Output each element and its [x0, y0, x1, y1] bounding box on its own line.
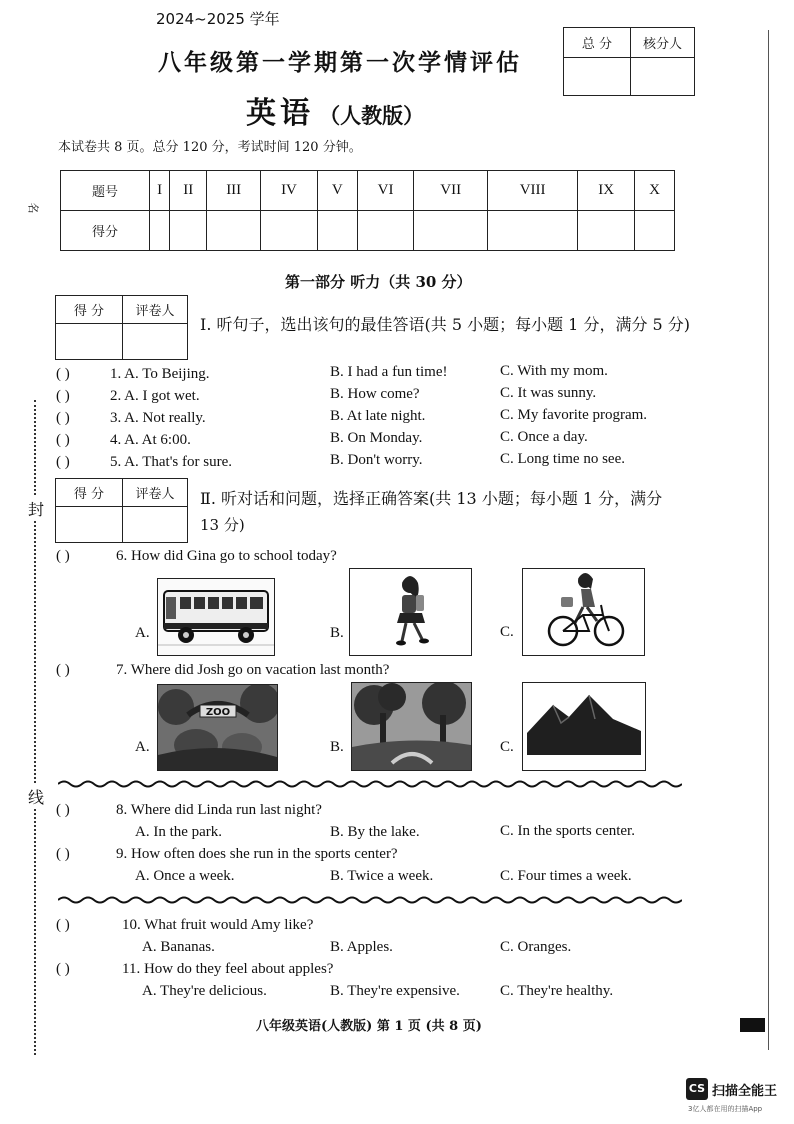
- scanner-watermark: [686, 1078, 786, 1118]
- question-9-option-a[interactable]: A. Once a week.: [135, 868, 235, 884]
- exam-info: 本试卷共 8 页。总分 120 分，考试时间 120 分钟。: [58, 140, 362, 155]
- question-2-option-c[interactable]: C. It was sunny.: [500, 385, 597, 401]
- question-8-option-b[interactable]: B. By the lake.: [330, 824, 420, 840]
- question-11-option-a[interactable]: A. They're delicious.: [142, 983, 267, 999]
- walking-girl-icon: [350, 569, 471, 655]
- question-6-option-b-walking-girl[interactable]: [349, 568, 472, 656]
- grader-score-label: 得 分: [56, 479, 123, 507]
- score-table: [60, 170, 675, 251]
- page-title: 八年级第一学期第一次学情评估: [158, 49, 522, 76]
- score-col-10: X: [635, 171, 675, 211]
- section2-heading-line1: Ⅱ. 听对话和问题，选择正确答案(共 13 小题；每小题 1 分，满分: [200, 489, 663, 508]
- grader-score-cell[interactable]: [56, 507, 123, 543]
- answer-blank[interactable]: ( ): [56, 432, 70, 448]
- question-8-option-c[interactable]: C. In the sports center.: [500, 823, 635, 839]
- question-4-option-b[interactable]: B. On Monday.: [330, 430, 423, 446]
- score-cell[interactable]: [317, 211, 357, 251]
- answer-blank[interactable]: ( ): [56, 846, 70, 862]
- section1-heading: Ⅰ. 听句子，选出该句的最佳答语(共 5 小题；每小题 1 分，满分 5 分): [200, 315, 691, 334]
- question-11-option-c[interactable]: C. They're healthy.: [500, 983, 614, 999]
- question-5-option-c[interactable]: C. Long time no see.: [500, 451, 625, 467]
- score-col-7: VII: [414, 171, 488, 211]
- grader-score-label: 得 分: [56, 296, 123, 324]
- question-2-option-a[interactable]: 2. A. I got wet.: [110, 388, 200, 404]
- wavy-divider: [58, 895, 682, 905]
- score-table-row2-label: 得分: [61, 211, 150, 251]
- scanner-brand-text: 扫描全能王: [712, 1084, 778, 1099]
- page-footer: 八年级英语(人教版) 第 1 页 (共 8 页): [256, 1019, 482, 1034]
- score-col-9: IX: [578, 171, 635, 211]
- question-7-label-c: C.: [500, 739, 514, 755]
- question-5-option-a[interactable]: 5. A. That's for sure.: [110, 454, 232, 470]
- question-7-text: 7. Where did Josh go on vacation last month?: [116, 662, 390, 678]
- question-3-option-b[interactable]: B. At late night.: [330, 408, 426, 424]
- question-1-option-c[interactable]: C. With my mom.: [500, 363, 608, 379]
- question-8-option-a[interactable]: A. In the park.: [135, 824, 223, 840]
- bicycle-icon: [523, 569, 644, 655]
- grader-name-label: 评卷人: [123, 296, 188, 324]
- question-7-option-b-park[interactable]: [351, 682, 472, 771]
- answer-blank[interactable]: ( ): [56, 802, 70, 818]
- score-cell[interactable]: [207, 211, 261, 251]
- question-10-option-c[interactable]: C. Oranges.: [500, 939, 572, 955]
- question-10-option-b[interactable]: B. Apples.: [330, 939, 393, 955]
- question-6-text: 6. How did Gina go to school today?: [116, 548, 337, 564]
- question-7-option-c-mountains[interactable]: [522, 682, 646, 771]
- black-tab-mark: [740, 1018, 765, 1032]
- total-score-cell[interactable]: [564, 58, 631, 96]
- answer-blank[interactable]: ( ): [56, 454, 70, 470]
- question-6-option-c-bike[interactable]: [522, 568, 645, 656]
- score-cell[interactable]: [170, 211, 207, 251]
- question-11-option-b[interactable]: B. They're expensive.: [330, 983, 460, 999]
- question-6-label-c: C.: [500, 624, 514, 640]
- answer-blank[interactable]: ( ): [56, 410, 70, 426]
- question-7-label-a: A.: [135, 739, 150, 755]
- question-7-label-b: B.: [330, 739, 344, 755]
- score-col-8: VIII: [487, 171, 577, 211]
- binding-label-seal: 封: [28, 497, 44, 520]
- subject-title: [246, 88, 424, 132]
- wavy-divider: [58, 779, 682, 789]
- question-9-option-b[interactable]: B. Twice a week.: [330, 868, 434, 884]
- question-7-option-a-zoo[interactable]: [157, 684, 278, 771]
- score-cell[interactable]: [261, 211, 318, 251]
- zoo-icon: [158, 685, 277, 770]
- score-cell[interactable]: [487, 211, 577, 251]
- score-col-3: III: [207, 171, 261, 211]
- binding-label-name: 名: [26, 202, 40, 214]
- score-cell[interactable]: [150, 211, 170, 251]
- question-5-option-b[interactable]: B. Don't worry.: [330, 452, 423, 468]
- subject-edition: （人教版）: [319, 103, 425, 128]
- mountain-icon: [523, 683, 645, 770]
- question-8-text: 8. Where did Linda run last night?: [116, 802, 322, 818]
- answer-blank[interactable]: ( ): [56, 662, 70, 678]
- question-1-option-b[interactable]: B. I had a fun time!: [330, 364, 448, 380]
- score-cell[interactable]: [578, 211, 635, 251]
- score-cell[interactable]: [357, 211, 414, 251]
- answer-blank[interactable]: ( ): [56, 917, 70, 933]
- part1-title: 第一部分 听力（共 30 分）: [285, 273, 472, 291]
- checker-label: 核分人: [631, 28, 695, 58]
- binding-label-line: 线: [28, 785, 44, 808]
- scanner-tagline: 3亿人都在用的扫描App: [688, 1105, 763, 1113]
- score-table-row1-label: 题号: [61, 171, 150, 211]
- question-4-option-c[interactable]: C. Once a day.: [500, 429, 588, 445]
- grader-score-cell[interactable]: [56, 324, 123, 360]
- school-year: 2024~2025 学年: [156, 10, 280, 28]
- score-cell[interactable]: [635, 211, 675, 251]
- question-3-option-c[interactable]: C. My favorite program.: [500, 407, 648, 423]
- bus-icon: [158, 579, 274, 655]
- grader-name-label: 评卷人: [123, 479, 188, 507]
- checker-cell[interactable]: [631, 58, 695, 96]
- scanner-logo-icon: CS: [686, 1078, 708, 1100]
- question-11-text: 11. How do they feel about apples?: [122, 961, 334, 977]
- total-score-label: 总 分: [564, 28, 631, 58]
- grader-name-cell[interactable]: [123, 507, 188, 543]
- park-icon: [352, 683, 471, 770]
- question-9-option-c[interactable]: C. Four times a week.: [500, 868, 632, 884]
- answer-blank[interactable]: ( ): [56, 548, 70, 564]
- answer-blank[interactable]: ( ): [56, 366, 70, 382]
- scan-edge-line: [768, 30, 769, 1050]
- question-1-option-a[interactable]: 1. A. To Beijing.: [110, 366, 210, 382]
- question-6-option-a-bus[interactable]: [157, 578, 275, 656]
- question-6-label-a: A.: [135, 625, 150, 641]
- score-col-5: V: [317, 171, 357, 211]
- total-score-box: [563, 27, 695, 96]
- question-10-option-a[interactable]: A. Bananas.: [142, 939, 215, 955]
- score-col-4: IV: [261, 171, 318, 211]
- question-4-option-a[interactable]: 4. A. At 6:00.: [110, 432, 191, 448]
- score-col-2: II: [170, 171, 207, 211]
- score-col-6: VI: [357, 171, 414, 211]
- question-10-text: 10. What fruit would Amy like?: [122, 917, 314, 933]
- grader-box-2: [55, 478, 188, 543]
- answer-blank[interactable]: ( ): [56, 961, 70, 977]
- grader-box-1: [55, 295, 188, 360]
- question-6-label-b: B.: [330, 625, 344, 641]
- answer-blank[interactable]: ( ): [56, 388, 70, 404]
- section2-heading-line2: 13 分): [200, 516, 245, 534]
- grader-name-cell[interactable]: [123, 324, 188, 360]
- question-2-option-b[interactable]: B. How come?: [330, 386, 420, 402]
- question-9-text: 9. How often does she run in the sports center?: [116, 846, 398, 862]
- question-3-option-a[interactable]: 3. A. Not really.: [110, 410, 206, 426]
- score-col-1: I: [150, 171, 170, 211]
- zoo-sign-text: ZOO: [205, 707, 231, 718]
- subject-name: 英语: [246, 96, 314, 131]
- score-cell[interactable]: [414, 211, 488, 251]
